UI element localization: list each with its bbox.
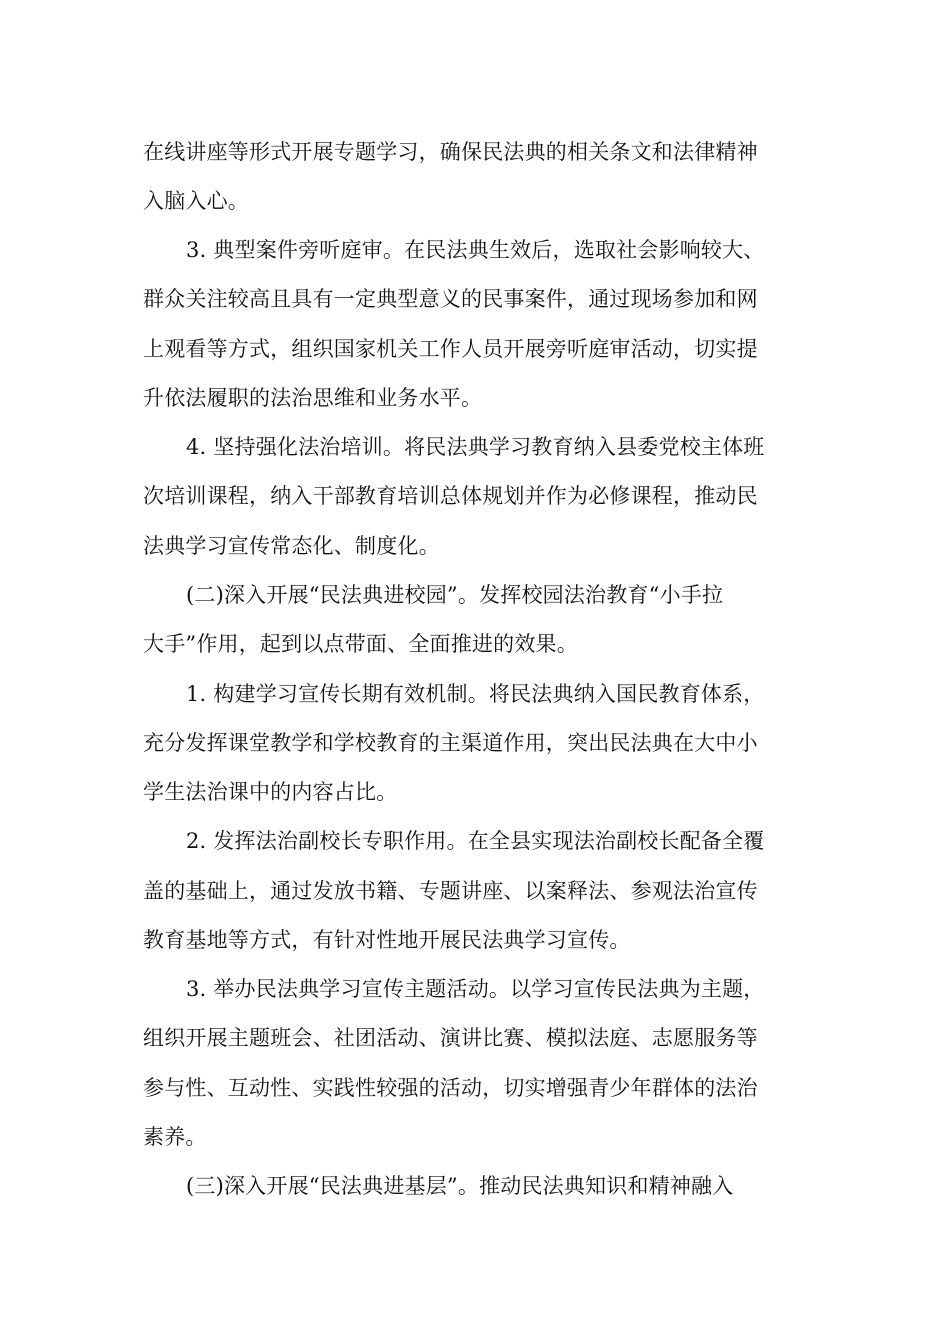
text-line: 入脑入心。 <box>143 189 249 213</box>
text-line: 1. 构建学习宣传长期有效机制。将民法典纳入国民教育体系， <box>186 682 765 706</box>
text-line: 群众关注较高且具有一定典型意义的民事案件，通过现场参加和网 <box>143 287 758 311</box>
text-line: (二)深入开展“民法典进校园”。发挥校园法治教育“小手拉 <box>186 583 724 607</box>
text-line: 3. 举办民法典学习宣传主题活动。以学习宣传民法典为主题， <box>186 977 765 1001</box>
text-line: 在线讲座等形式开展专题学习，确保民法典的相关条文和法律精神 <box>143 140 758 164</box>
text-line: 大手”作用，起到以点带面、全面推进的效果。 <box>143 632 578 656</box>
text-line: 3. 典型案件旁听庭审。在民法典生效后，选取社会影响较大、 <box>186 238 765 262</box>
text-line: 2. 发挥法治副校长专职作用。在全县实现法治副校长配备全覆 <box>186 829 765 853</box>
text-line: 盖的基础上，通过发放书籍、专题讲座、以案释法、参观法治宣传 <box>143 879 758 903</box>
text-line: 升依法履职的法治思维和业务水平。 <box>143 386 483 410</box>
text-line: 次培训课程，纳入干部教育培训总体规划并作为必修课程，推动民 <box>143 484 758 508</box>
text-line: 上观看等方式，组织国家机关工作人员开展旁听庭审活动，切实提 <box>143 337 758 361</box>
text-line: 参与性、互动性、实践性较强的活动，切实增强青少年群体的法治 <box>143 1076 758 1100</box>
text-line: 法典学习宣传常态化、制度化。 <box>143 534 440 558</box>
text-line: 教育基地等方式，有针对性地开展民法典学习宣传。 <box>143 928 631 952</box>
text-line: 学生法治课中的内容占比。 <box>143 780 398 804</box>
text-line: 组织开展主题班会、社团活动、演讲比赛、模拟法庭、志愿服务等 <box>143 1026 758 1050</box>
text-line: 4. 坚持强化法治培训。将民法典学习教育纳入县委党校主体班 <box>186 435 765 459</box>
text-line: 素养。 <box>143 1125 207 1149</box>
text-line: 充分发挥课堂教学和学校教育的主渠道作用，突出民法典在大中小 <box>143 731 758 755</box>
text-line: (三)深入开展“民法典进基层”。推动民法典知识和精神融入 <box>186 1174 734 1198</box>
